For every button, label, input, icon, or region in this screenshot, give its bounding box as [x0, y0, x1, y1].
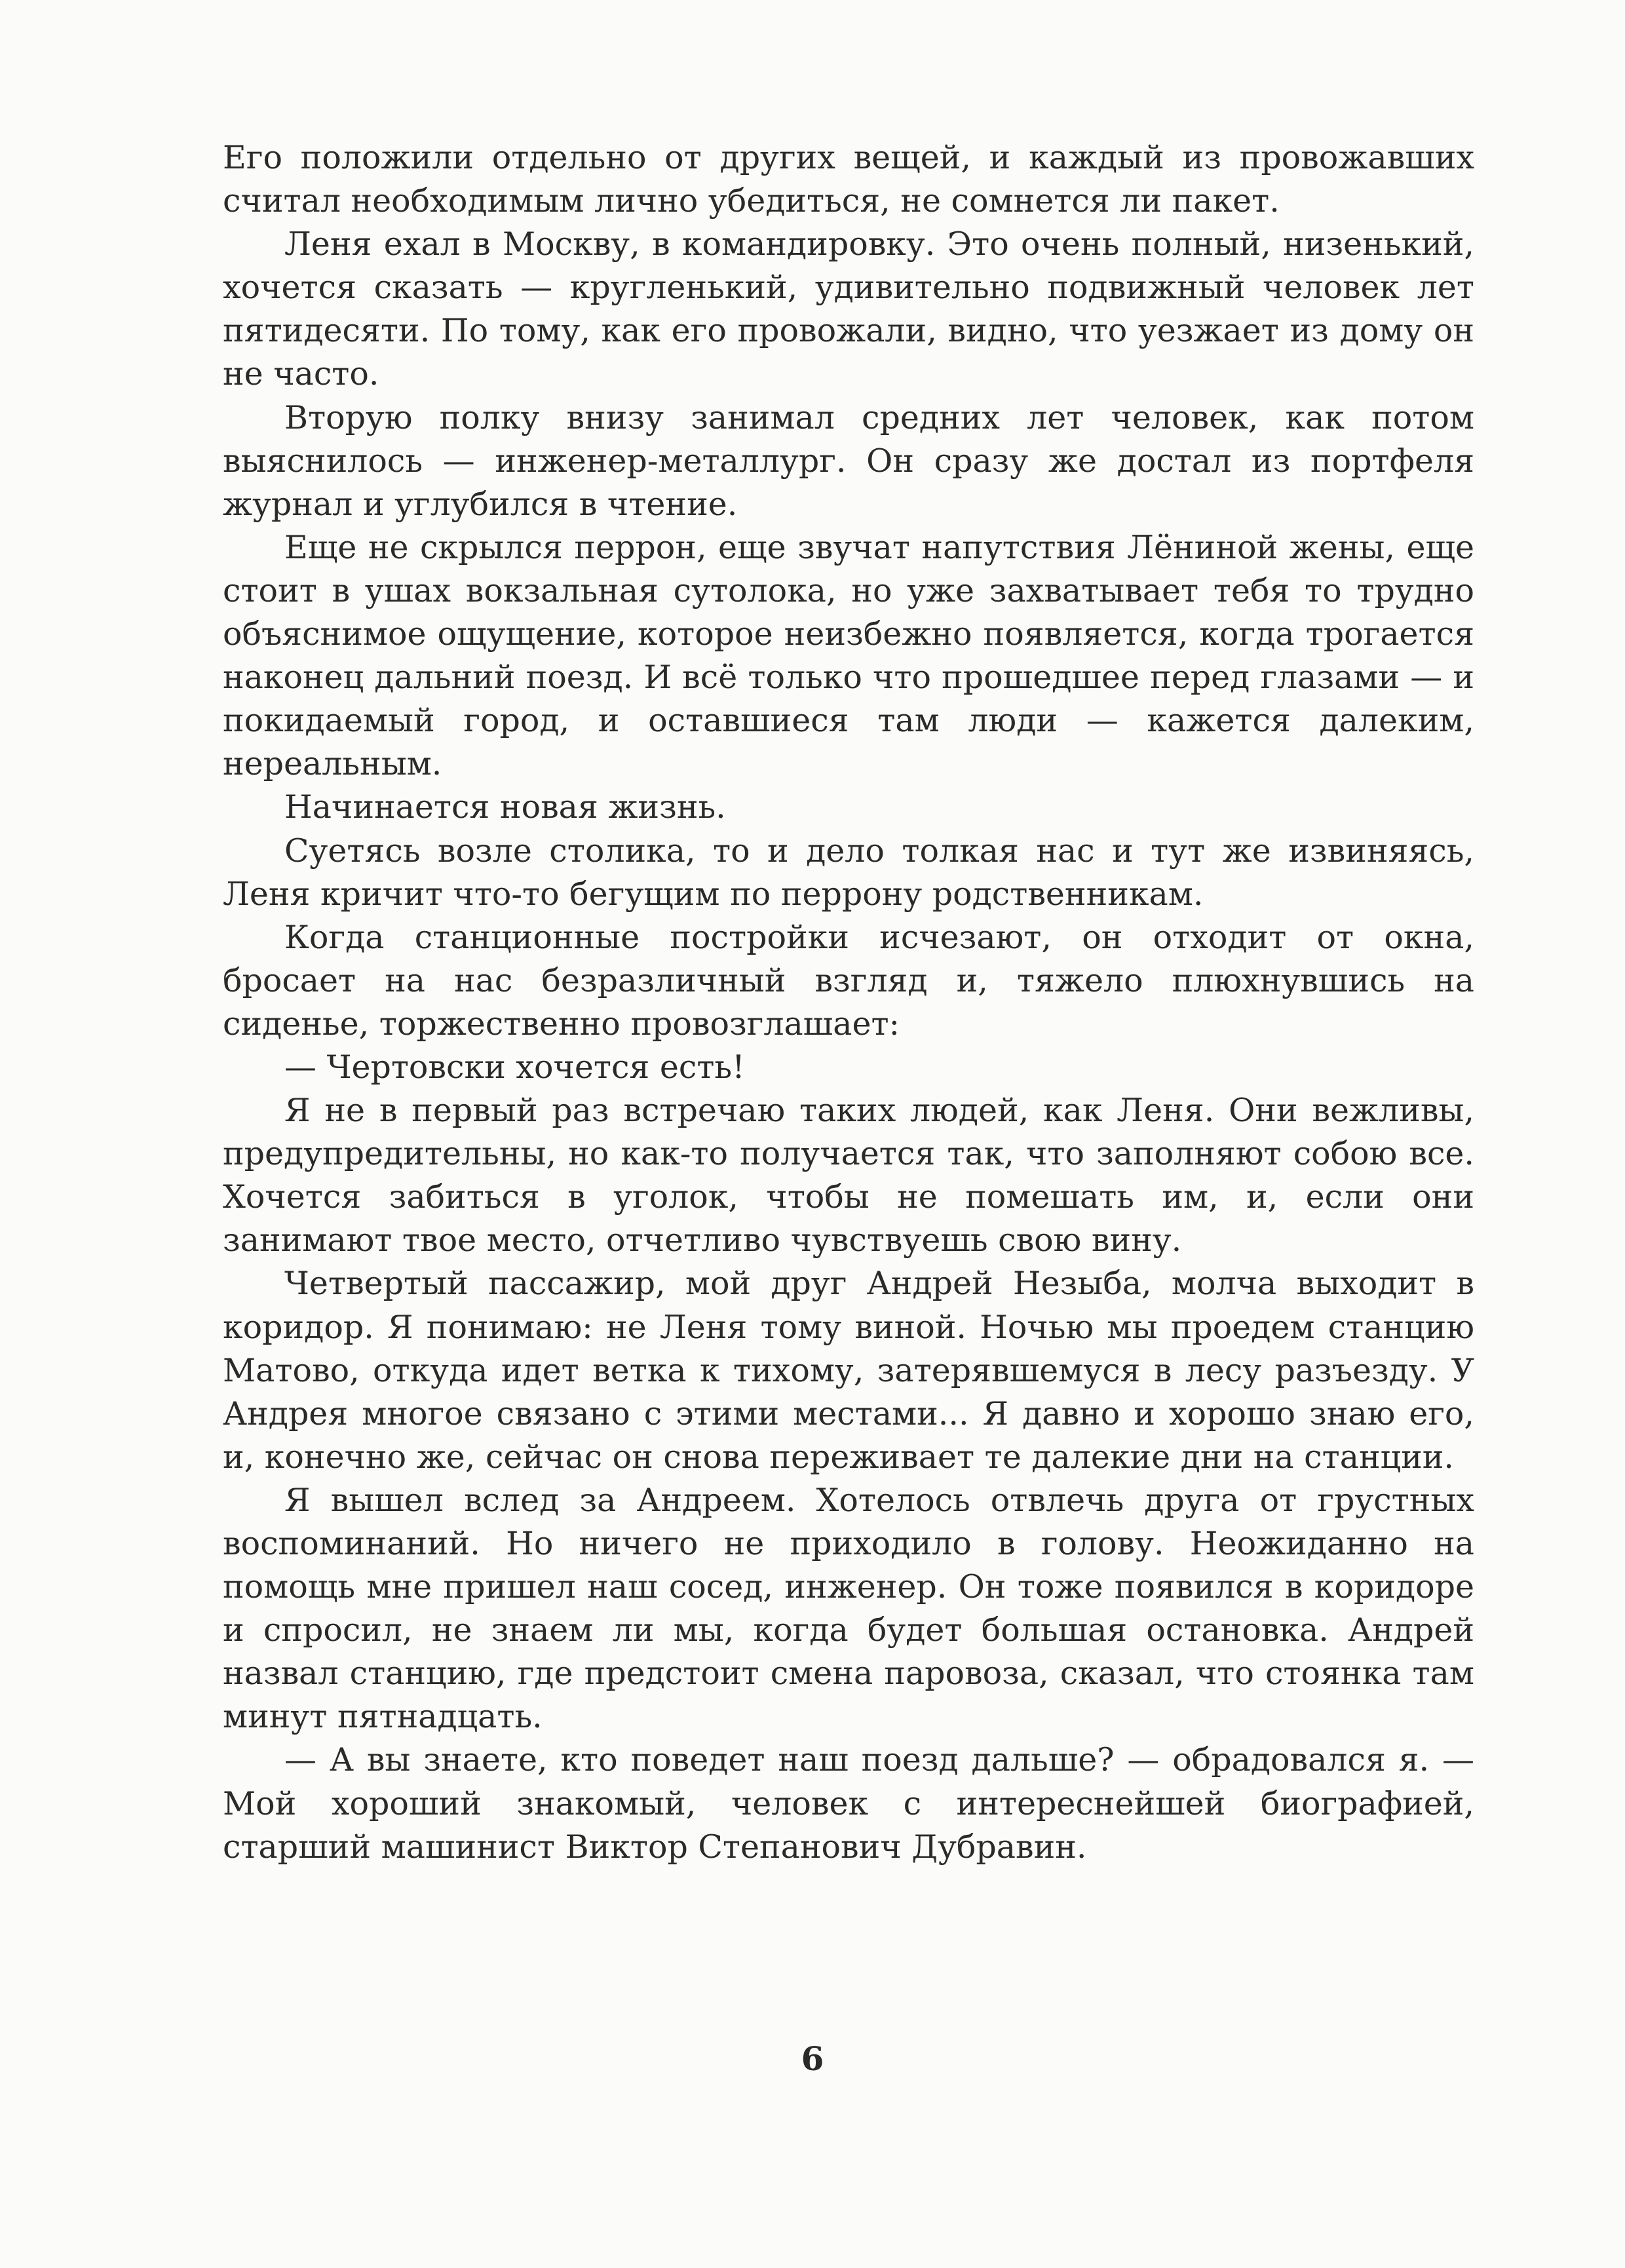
paragraph: Начинается новая жизнь.	[284, 788, 726, 826]
paragraph: Четвертый пассажир, мой друг Андрей Незыба, молча выходит в коридор. Я понимаю: не Леня тому виной. Ночью мы проедем станцию Матово, откуда идет ветка к тихому, затерявшемуся в лесу разъезду. У Андрея многое связано с этими местами... Я давно и хорошо знаю его, и, конечно же, сейчас он снова переживает те далекие дни на станции.	[223, 1265, 1474, 1476]
paragraph: Еще не скрылся перрон, еще звучат напутствия Лёниной жены, еще стоит в ушах вокзальная сутолока, но уже захватывает тебя то трудно объяснимое ощущение, которое неизбежно появляется, когда трогается наконец дальний поезд. И всё только что прошедшее перед глазами — и покидаемый город, и оставшиеся там люди — кажется далеким, нереальным.	[223, 528, 1474, 783]
paragraph: — А вы знаете, кто поведет наш поезд дальше? — обрадовался я. — Мой хороший знакомый, человек с интереснейшей биографией, старший машинист Виктор Степанович Дубравин.	[223, 1741, 1474, 1866]
paragraph: Суетясь возле столика, то и дело толкая нас и тут же извиняясь, Леня кричит что-то бегущим по перрону родственникам.	[223, 832, 1474, 913]
paragraph: Я не в первый раз встречаю таких людей, как Леня. Они вежливы, предупредительны, но как-то получается так, что заполняют собою все. Хочется забиться в уголок, чтобы не помешать им, и, если они занимают твое место, отчетливо чувствуешь свою вину.	[223, 1092, 1474, 1259]
paragraph: Когда станционные постройки исчезают, он отходит от окна, бросает на нас безразличный взгляд и, тяжело плюхнувшись на сиденье, торжественно провозглашает:	[223, 918, 1474, 1043]
paragraph: Вторую полку внизу занимал средних лет человек, как потом выяснилось — инженер-металлург. Он сразу же достал из портфеля журнал и углубился в чтение.	[223, 398, 1474, 523]
paragraph: — Чертовски хочется есть!	[284, 1048, 745, 1086]
page-number: 6	[801, 2039, 824, 2078]
body-text	[223, 136, 1474, 1869]
paragraph: Я вышел вслед за Андреем. Хотелось отвлечь друга от грустных воспоминаний. Но ничего не приходило в голову. Неожиданно на помощь мне пришел наш сосед, инженер. Он тоже появился в коридоре и спросил, не знаем ли мы, когда будет большая остановка. Андрей назвал станцию, где предстоит смена паровоза, сказал, что стоянка там минут пятнадцать.	[223, 1481, 1474, 1736]
paragraph: Леня ехал в Москву, в командировку. Это очень полный, низенький, хочется сказать — кругленький, удивительно подвижный человек лет пятидесяти. По тому, как его провожали, видно, что уезжает из дому он не часто.	[223, 225, 1474, 393]
paragraph: Его положили отдельно от других вещей, и каждый из провожавших считал необходимым лично убедиться, не сомнется ли пакет.	[223, 139, 1474, 220]
